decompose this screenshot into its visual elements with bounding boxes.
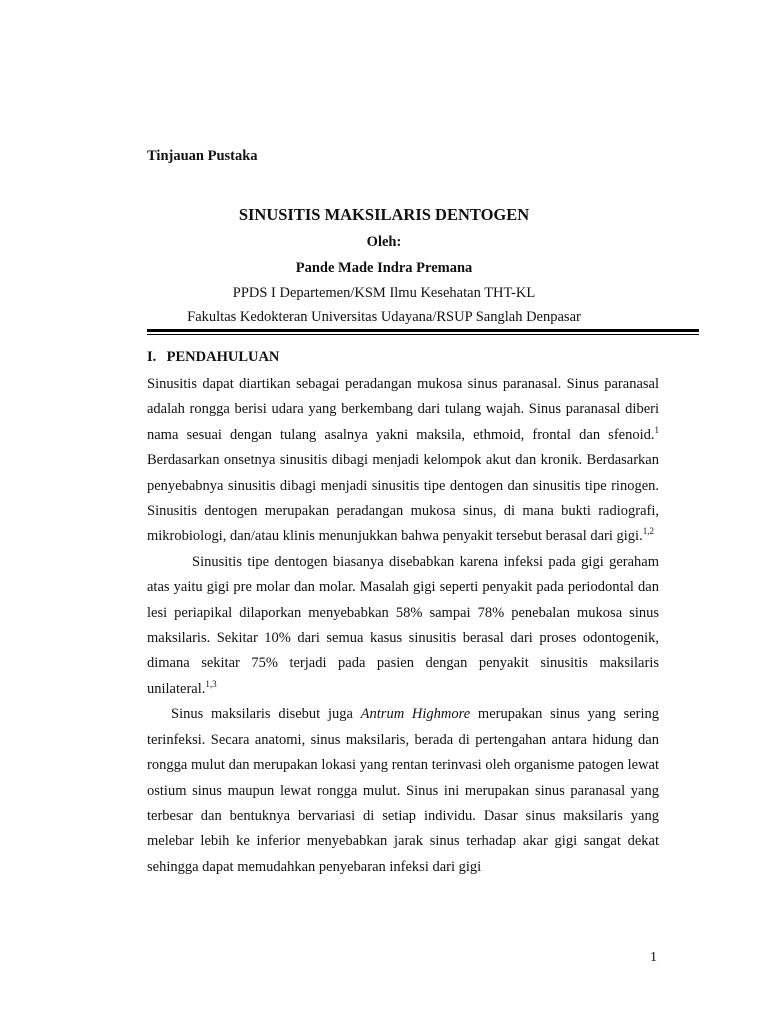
citation-ref: 1 — [654, 424, 659, 435]
affiliation-line-2: Fakultas Kedokteran Universitas Udayana/RSUP Sanglah Denpasar — [187, 309, 581, 325]
paragraph-2 — [147, 550, 659, 702]
header-divider-thick — [147, 329, 699, 332]
paragraph-1-text-a: Sinusitis dapat diartikan sebagai peradangan mukosa sinus paranasal. Sinus paranasal adalah rongga berisi udara yang berkembang dari tulang wajah. Sinus paranasal diberi nama sesuai dengan tulang asalnya yakni maksila, ethmoid, frontal dan sfenoid. — [147, 376, 659, 443]
author-name: Pande Made Indra Premana — [295, 260, 473, 276]
section-title: PENDAHULUAN — [166, 349, 280, 365]
header-divider-thin — [147, 334, 699, 335]
document-title: SINUSITIS MAKSILARIS DENTOGEN — [238, 205, 530, 224]
paragraph-3-text-b: merupakan sinus yang sering terinfeksi. Secara anatomi, sinus maksilaris, berada di pertengahan antara hidung dan rongga mulut dan merupakan lokasi yang rentan terinvasi oleh organisme patogen lewat ostium sinus maupun lewat rongga mulut. Sinus ini merupakan sinus paranasal yang terbesar dan bentuknya bervariasi di setiap individu. Dasar sinus maksilaris yang melebar lebih ke inferior menyebabkan jarak sinus terhadap akar gigi sangat dekat sehingga dapat memudahkan penyebaran infeksi dari gigi — [147, 706, 660, 875]
paragraph-3 — [147, 702, 659, 880]
paragraph-3-italic-term: Antrum Highmore — [360, 706, 471, 723]
section-number: I. — [147, 349, 157, 365]
citation-ref: 1,2 — [642, 526, 654, 537]
paragraph-2-text: Sinusitis tipe dentogen biasanya disebabkan karena infeksi pada gigi geraham atas yaitu gigi pre molar dan molar. Masalah gigi seperti penyakit pada periodontal dan lesi periapikal dilaporkan menyebabkan 58% sampai 78% penebalan mukosa sinus maksilaris. Sekitar 10% dari semua kasus sinusitis berasal dari proses odontogenik, dimana sekitar 75% terjadi pada pasien dengan penyakit sinusitis maksilaris unilateral. — [147, 553, 659, 697]
page-number: 1 — [650, 950, 657, 965]
section-heading — [147, 349, 279, 366]
byline-label: Oleh: — [366, 234, 402, 250]
document-type-label: Tinjauan Pustaka — [147, 148, 258, 164]
affiliation-line-1: PPDS I Departemen/KSM Ilmu Kesehatan THT-KL — [232, 285, 536, 301]
paragraph-1-text-b: Berdasarkan onsetnya sinusitis dibagi menjadi kelompok akut dan kronik. Berdasarkan penyebabnya sinusitis dibagi menjadi sinusitis tipe dentogen dan sinusitis tipe rinogen. Sinusitis dentogen merupakan peradangan mukosa sinus, di mana bukti radiografi, mikrobiologi, dan/atau klinis menunjukkan bahwa penyakit tersebut berasal dari gigi. — [147, 452, 659, 545]
citation-ref: 1,3 — [205, 678, 217, 689]
paragraph-1 — [147, 372, 659, 550]
document-body — [147, 372, 659, 880]
paragraph-3-text-a: Sinus maksilaris disebut juga — [171, 706, 361, 723]
